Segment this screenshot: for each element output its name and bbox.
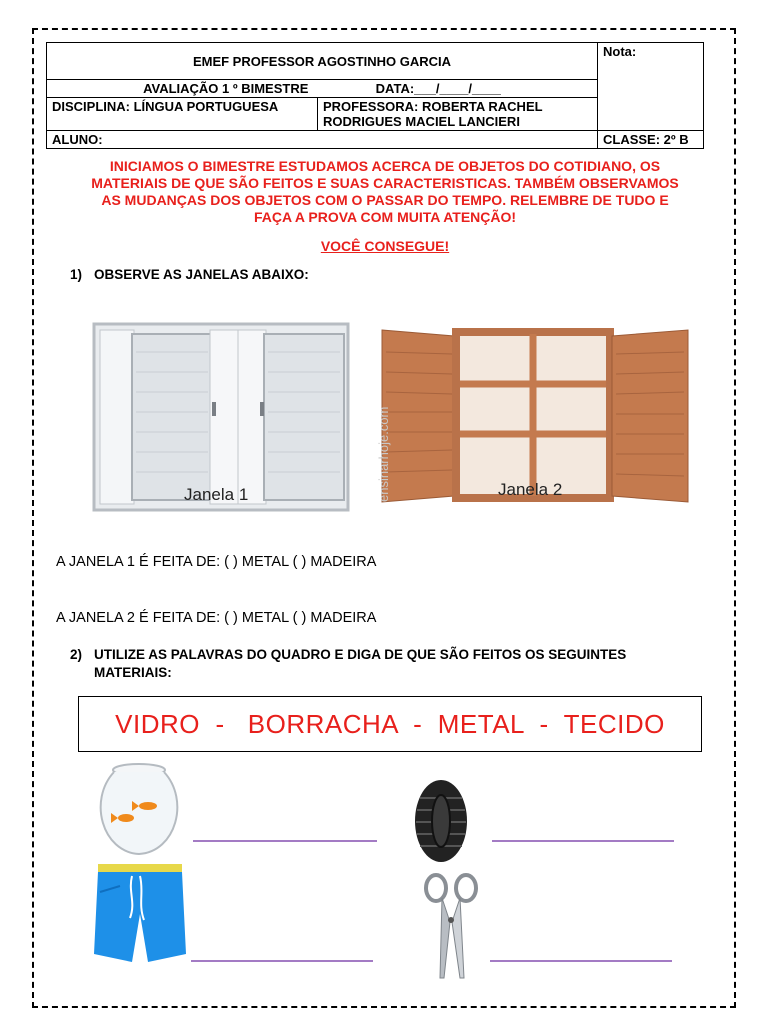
question-1-heading <box>70 266 309 284</box>
window-2-caption: Janela 2 <box>498 480 563 499</box>
word-bank-box: VIDRO - BORRACHA - METAL - TECIDO <box>78 696 702 752</box>
answer-line-fishbowl[interactable] <box>193 840 377 842</box>
school-name: EMEF PROFESSOR AGOSTINHO GARCIA <box>47 43 598 80</box>
answer-line-tire[interactable] <box>492 840 674 842</box>
class-cell: CLASSE: 2º B <box>598 131 704 149</box>
date-field[interactable]: DATA:___/____/____ <box>375 81 501 96</box>
teacher-line-2: RODRIGUES MACIEL LANCIERI <box>323 114 520 129</box>
intro-line: MATERIAIS DE QUE SÃO FEITOS E SUAS CARACTERISTICAS. TAMBÉM OBSERVAMOS <box>91 175 679 191</box>
question-text: UTILIZE AS PALAVRAS DO QUADRO E DIGA DE QUE SÃO FEITOS OS SEGUINTES <box>94 647 627 662</box>
header-table <box>46 42 704 149</box>
grade-field[interactable]: Nota: <box>598 43 704 131</box>
answer-line-scissors[interactable] <box>490 960 672 962</box>
fishbowl-icon <box>96 760 182 858</box>
intro-text <box>48 158 722 226</box>
wood-window-image <box>372 322 698 514</box>
intro-line: INICIAMOS O BIMESTRE ESTUDAMOS ACERCA DE OBJETOS DO COTIDIANO, OS <box>109 158 661 174</box>
teacher-line-1: PROFESSORA: ROBERTA RACHEL <box>323 99 543 114</box>
question-text: OBSERVE AS JANELAS ABAIXO: <box>94 267 309 282</box>
question-2-heading <box>70 646 626 682</box>
window-1-question: A JANELA 1 É FEITA DE: ( ) METAL ( ) MADEIRA <box>56 554 377 570</box>
question-number: 2) <box>70 647 83 662</box>
metal-window-image <box>92 322 350 514</box>
teacher-cell <box>318 98 598 131</box>
window-2-question: A JANELA 2 É FEITA DE: ( ) METAL ( ) MADEIRA <box>56 610 377 626</box>
evaluation-row <box>47 80 598 98</box>
answer-line-shorts[interactable] <box>191 960 373 962</box>
window-1-caption: Janela 1 <box>184 485 249 504</box>
question-number: 1) <box>70 267 83 282</box>
scissors-icon <box>420 870 482 982</box>
question-text: MATERIAIS: <box>94 665 172 680</box>
tire-icon <box>412 778 470 864</box>
watermark: ensinarhoje.com <box>376 406 391 502</box>
intro-line: FAÇA A PROVA COM MUITA ATENÇÃO! <box>253 209 517 225</box>
intro-line: AS MUDANÇAS DOS OBJETOS COM O PASSAR DO TEMPO. RELEMBRE DE TUDO E <box>101 192 669 208</box>
encouragement-text: VOCÊ CONSEGUE! <box>320 238 450 254</box>
student-name-field[interactable]: ALUNO: <box>47 131 598 149</box>
evaluation-title: AVALIAÇÃO 1 º BIMESTRE <box>143 81 309 96</box>
shorts-icon <box>92 862 188 966</box>
subject-cell: DISCIPLINA: LÍNGUA PORTUGUESA <box>47 98 318 131</box>
